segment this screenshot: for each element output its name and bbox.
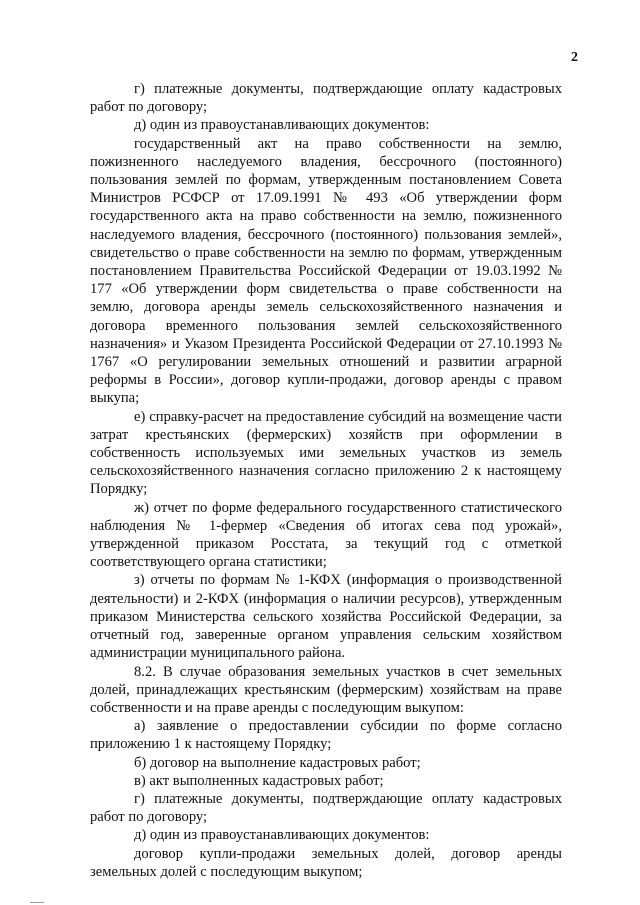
paragraph-e-calculation: е) справку-расчет на предоставление субсидий на возмещение части затрат крестьянских (фермерских) хозяйств при оформлении в собственность используемых ими земельных участков из земель сельскохозяйственного назначения согласно приложению 2 к настоящему Порядку; xyxy=(90,408,562,498)
page-number: 2 xyxy=(571,50,578,65)
document-body xyxy=(90,80,562,881)
paragraph-a-application: а) заявление о предоставлении субсидии по форме согласно приложению 1 к настоящему Порядку; xyxy=(90,718,562,753)
paragraph-zh-report: ж) отчет по форме федерального государственного статистического наблюдения № 1-фермер «Сведения об итогах сева под урожай», утвержденной приказом Росстата, за текущий год с отметкой соответствующего органа статистики; xyxy=(90,499,562,571)
scan-mark xyxy=(30,902,44,903)
paragraph-sale-contract: договор купли-продажи земельных долей, договор аренды земельных долей с последующим выкупом; xyxy=(90,845,562,880)
paragraph-d-title-docs-2: д) один из правоустанавливающих документов: xyxy=(134,827,430,844)
paragraph-g-payment-docs: г) платежные документы, подтверждающие оплату кадастровых работ по договору; xyxy=(90,81,562,116)
paragraph-8-2: 8.2. В случае образования земельных участков в счет земельных долей, принадлежащих крестьянским (фермерским) хозяйствам на праве собственности и на праве аренды с последующим выкупом: xyxy=(90,663,562,716)
paragraph-z-reports: з) отчеты по формам № 1-КФХ (информация о производственной деятельности) и 2-КФХ (информация о наличии ресурсов), утвержденным приказом Министерства сельского хозяйства Российской Федерации, за отчетный год, заверенные органом управления сельским хозяйством администрации муниципального района. xyxy=(90,572,562,662)
paragraph-state-act: государственный акт на право собственности на землю, пожизненного наследуемого владения, бессрочного (постоянного) пользования землей по формам, утвержденным постановлением Совета Министров РСФСР от 17.09.1991 № 493 «Об утверждении форм государственного акта на право собственности на землю, пожизненного наследуемого владения, бессрочного (постоянного) пользования землей», свидетельство о праве собственности на землю по формам, утвержденным постановлением Правительства Российской Федерации от 19.03.1992 № 177 «Об утверждении форм свидетельства о праве собственности на землю, договора аренды земель сельскохозяйственного назначения и договора временного пользования землей сельскохозяйственного назначения» и Указом Президента Российской Федерации от 27.10.1993 № 1767 «О регулировании земельных отношений и развитии аграрной реформы в России», договор купли-продажи, договор аренды с правом выкупа; xyxy=(90,135,562,407)
paragraph-b-contract: б) договор на выполнение кадастровых работ; xyxy=(134,754,421,771)
paragraph-d-title-docs: д) один из правоустанавливающих документов: xyxy=(134,117,430,134)
paragraph-v-act: в) акт выполненных кадастровых работ; xyxy=(134,772,384,789)
paragraph-g-payment-docs-2: г) платежные документы, подтверждающие оплату кадастровых работ по договору; xyxy=(90,790,562,826)
